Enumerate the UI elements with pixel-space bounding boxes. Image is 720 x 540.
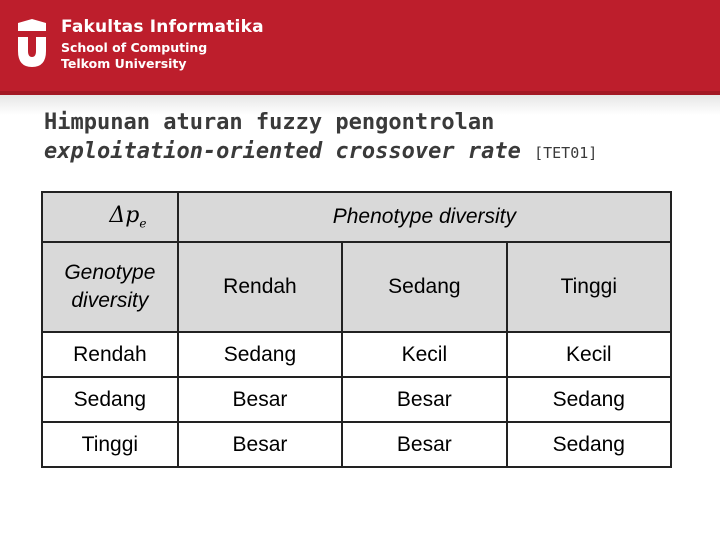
table-cell: Besar	[178, 422, 342, 467]
row-label: Tinggi	[42, 422, 178, 467]
delta-subscript: e	[139, 216, 147, 231]
genotype-diversity-header: Genotype diversity	[42, 242, 178, 332]
delta-symbol: Δp	[109, 203, 140, 229]
table-cell: Kecil	[507, 332, 671, 377]
reference-tag: [TET01]	[534, 144, 598, 162]
delta-pe-cell	[42, 192, 178, 242]
phenotype-diversity-header: Phenotype diversity	[178, 192, 671, 242]
table-cell: Kecil	[342, 332, 506, 377]
fuzzy-rule-table	[41, 191, 672, 468]
university-subtitle: Telkom University	[61, 56, 187, 71]
slide-title-line2-text: exploitation-oriented crossover rate	[44, 139, 521, 164]
faculty-title: Fakultas Informatika	[61, 17, 264, 37]
table-cell: Besar	[342, 422, 506, 467]
table-row	[42, 377, 671, 422]
telkom-university-logo-icon	[14, 17, 50, 69]
table-row	[42, 422, 671, 467]
slide-title	[44, 108, 684, 168]
table-header-row	[42, 192, 671, 242]
table-cell: Sedang	[178, 332, 342, 377]
row-label: Sedang	[42, 377, 178, 422]
header-bar	[0, 0, 720, 95]
slide-title-line2	[44, 137, 684, 168]
table-cell: Sedang	[507, 377, 671, 422]
table-subheader-row	[42, 242, 671, 332]
column-header-rendah: Rendah	[178, 242, 342, 332]
table-cell: Besar	[342, 377, 506, 422]
table-row	[42, 332, 671, 377]
school-subtitle: School of Computing	[61, 40, 208, 55]
column-header-sedang: Sedang	[342, 242, 506, 332]
column-header-tinggi: Tinggi	[507, 242, 671, 332]
table-cell: Besar	[178, 377, 342, 422]
slide-title-line1: Himpunan aturan fuzzy pengontrolan	[44, 110, 495, 135]
table-cell: Sedang	[507, 422, 671, 467]
row-label: Rendah	[42, 332, 178, 377]
